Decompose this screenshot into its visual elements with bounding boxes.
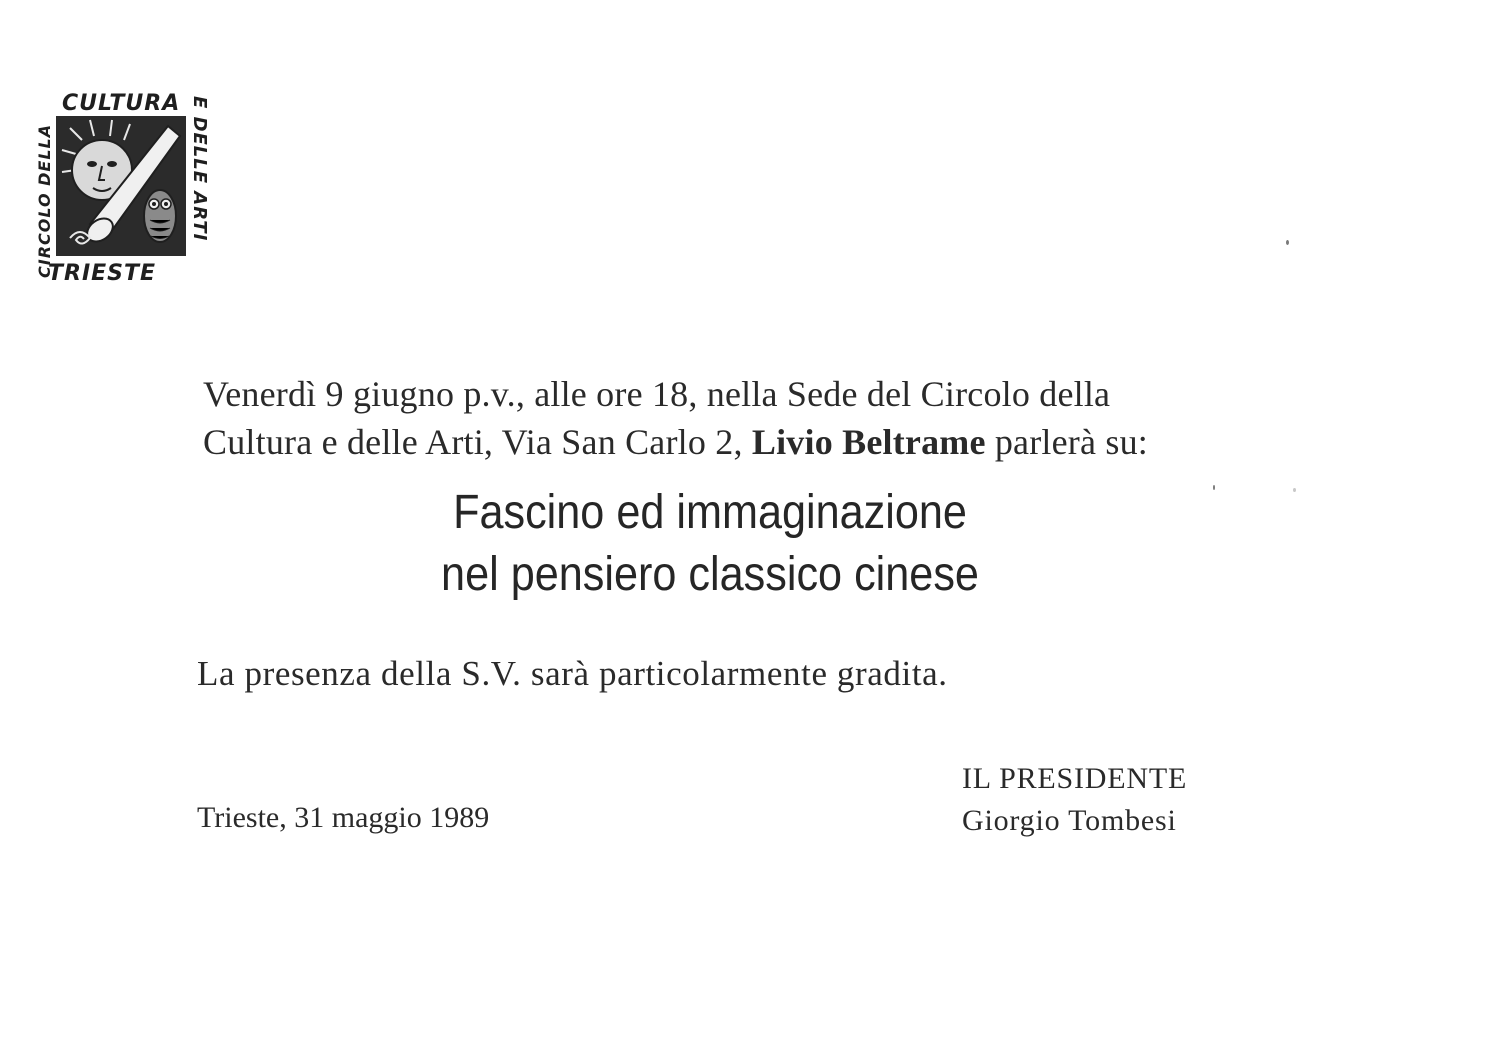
logo-text-left: CIRCOLO DELLA xyxy=(35,123,54,278)
signature-name: Giorgio Tombesi xyxy=(962,804,1177,837)
scan-speck xyxy=(1293,488,1296,492)
logo-text-bottom: TRIESTE xyxy=(48,261,157,284)
presence-note: La presenza della S.V. sarà particolarmente gradita. xyxy=(197,654,948,693)
intro-paragraph xyxy=(203,370,1243,466)
intro-line-2-before: Cultura e delle Arti, Via San Carlo 2, xyxy=(203,422,743,462)
circolo-logo xyxy=(30,88,210,284)
logo-text-top: CULTURA xyxy=(62,91,181,116)
intro-line-2-after: parlerà su: xyxy=(994,422,1148,462)
lecture-title-line-2: nel pensiero classico cinese xyxy=(441,548,979,601)
intro-line-1: Venerdì 9 giugno p.v., alle ore 18, nella Sede del Circolo della xyxy=(203,374,1111,414)
scan-speck xyxy=(1213,485,1215,490)
lecture-title-line-1: Fascino ed immaginazione xyxy=(453,486,967,539)
speaker-name: Livio Beltrame xyxy=(751,422,986,462)
place-date: Trieste, 31 maggio 1989 xyxy=(197,801,490,834)
signature-block xyxy=(962,758,1187,842)
lecture-title xyxy=(368,482,1052,606)
logo-text-right: E DELLE ARTI xyxy=(189,96,210,242)
intro-line-2 xyxy=(203,418,1243,466)
scan-speck xyxy=(1286,240,1289,245)
logo-emblem-icon xyxy=(56,116,186,256)
signature-role: IL PRESIDENTE xyxy=(962,762,1188,795)
